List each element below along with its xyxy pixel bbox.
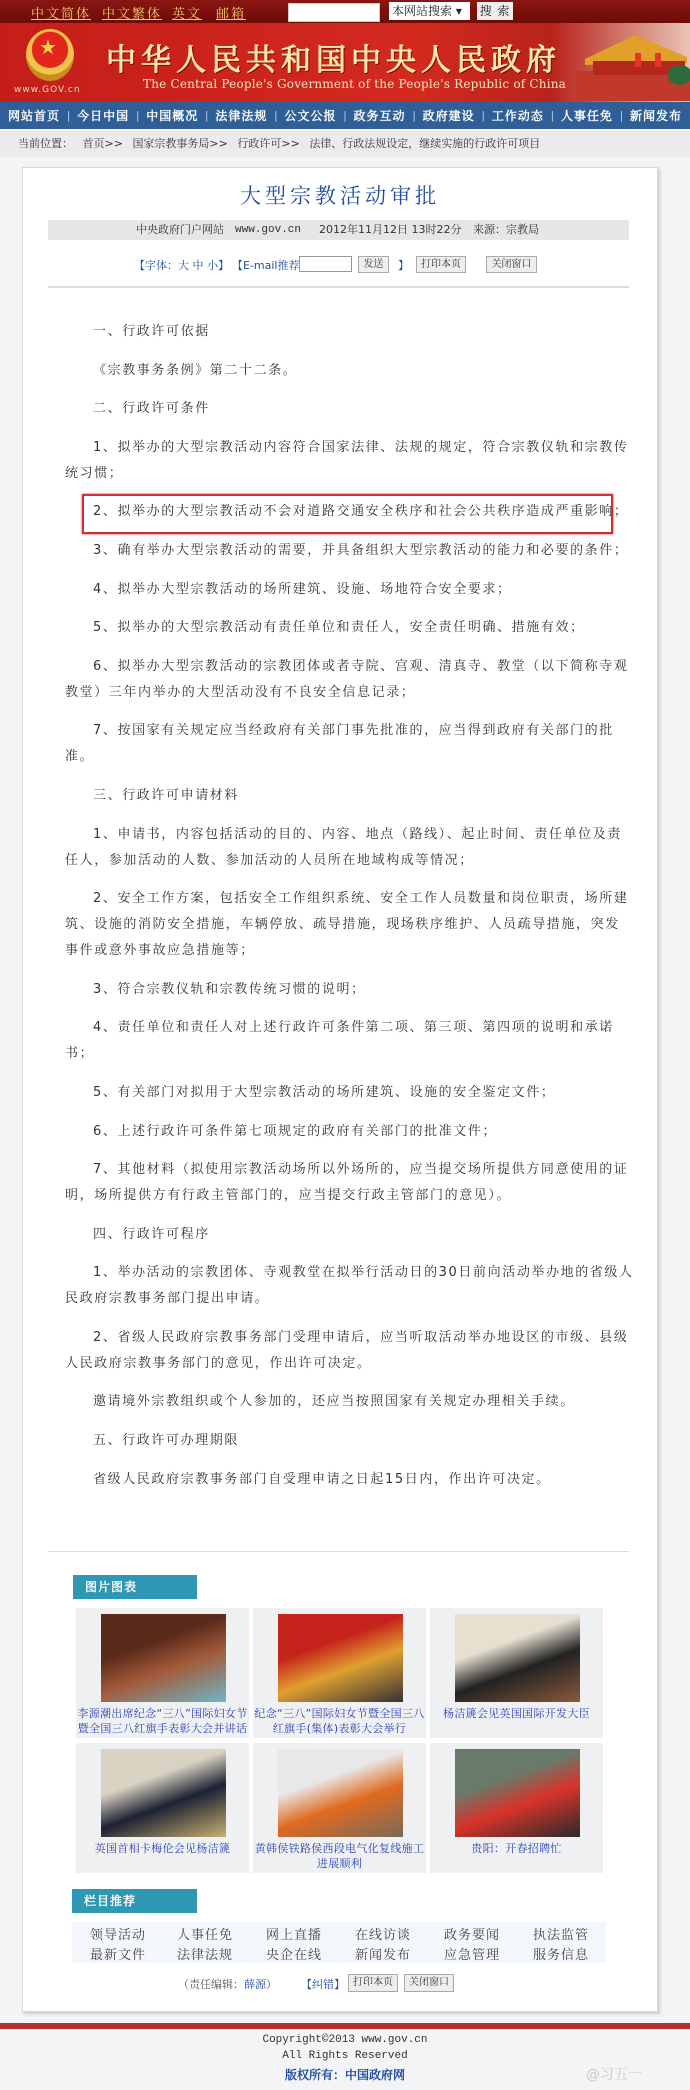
paragraph-line: 6、拟举办大型宗教活动的宗教团体或者寺院、宫观、清真寺、教堂（以下简称寺观	[93, 658, 629, 674]
picture-card[interactable]	[253, 1743, 426, 1873]
column-link[interactable]: 领导活动	[90, 1928, 147, 1943]
nav-separator: |	[550, 109, 555, 122]
paragraph-line: 事件或意外事故应急措施等；	[65, 943, 255, 959]
article-meta-bar	[48, 220, 629, 240]
banner-url: www.GOV.cn	[14, 85, 81, 95]
pictures-heading: 图片图表	[73, 1575, 197, 1599]
paragraph-line: 1、申请书，内容包括活动的目的、内容、地点（路线）、起止时间、责任单位及责	[93, 826, 622, 842]
picture-thumbnail[interactable]	[278, 1749, 403, 1837]
meta-source: 来源：宗教局	[473, 223, 539, 236]
article-paragraph	[65, 977, 625, 1003]
breadcrumb-home[interactable]: 首页>>	[82, 137, 123, 150]
editor-credit	[178, 1976, 277, 1992]
article-title: 大型宗教活动审批	[240, 184, 440, 208]
close-window-button-bottom[interactable]: 关闭窗口	[404, 1974, 454, 1992]
article-paragraph	[65, 1467, 625, 1493]
column-link[interactable]: 法律法规	[177, 1948, 234, 1963]
meta-site: 中央政府门户网站	[136, 223, 224, 236]
picture-caption[interactable]: 纪念“三八”国际妇女节暨全国三八红旗手(集体)表彰大会举行	[254, 1707, 425, 1735]
paragraph-line: 6、上述行政许可条件第七项规定的政府有关部门的批准文件；	[93, 1123, 498, 1139]
paragraph-line: 邀请境外宗教组织或个人参加的，还应当按照国家有关规定办理相关手续。	[93, 1394, 575, 1410]
star-icon: ★	[39, 35, 57, 59]
print-button[interactable]: 打印本页	[416, 256, 466, 273]
site-banner	[0, 23, 690, 102]
paragraph-line: 任人，参加活动的人数、参加活动的人员所在地域构成等情况；	[65, 852, 474, 868]
paragraph-line: 二、行政许可条件	[93, 401, 210, 417]
article-paragraph	[65, 538, 629, 564]
nav-item[interactable]: 新闻发布	[629, 109, 682, 123]
paragraph-line: 5、拟举办的大型宗教活动有责任单位和责任人，安全责任明确、措施有效；	[93, 620, 585, 636]
picture-thumbnail[interactable]	[455, 1614, 580, 1702]
paragraph-line: 1、举办活动的宗教团体、寺观教堂在拟举行活动日的30日前向活动举办地的省级人	[93, 1265, 634, 1281]
email-input[interactable]	[299, 256, 352, 272]
nav-item[interactable]: 政府建设	[422, 109, 475, 123]
paragraph-line: 统习惯；	[65, 465, 124, 481]
picture-thumbnail[interactable]	[455, 1749, 580, 1837]
column-link[interactable]: 应急管理	[444, 1948, 501, 1963]
picture-caption[interactable]: 英国首相卡梅伦会见杨洁篪	[94, 1842, 231, 1855]
article-paragraph	[65, 319, 625, 345]
search-button[interactable]: 搜 索	[477, 2, 513, 20]
picture-caption[interactable]: 李源潮出席纪念“三八”国际妇女节暨全国三八红旗手表彰大会并讲话	[77, 1707, 248, 1735]
nav-separator: |	[274, 109, 278, 122]
link-english[interactable]: 英文	[172, 7, 203, 22]
column-link[interactable]: 央企在线	[266, 1948, 323, 1963]
breadcrumb-admin-permit[interactable]: 行政许可>>	[237, 137, 300, 150]
divider	[48, 286, 629, 288]
paragraph-line: 教堂）三年内举办的大型活动没有不良安全信息记录；	[65, 684, 416, 700]
font-size-switch[interactable]: 【字体：大 中 小】	[134, 259, 229, 272]
bracket-close: 】	[398, 259, 409, 272]
nav-separator: |	[412, 109, 416, 122]
paragraph-line: 书；	[65, 1046, 95, 1062]
copyright-text: Copyright©2013 www.gov.cn	[262, 2034, 428, 2046]
picture-card[interactable]	[430, 1608, 603, 1738]
picture-caption[interactable]: 贵阳：开春招聘忙	[471, 1842, 562, 1855]
paragraph-line: 7、其他材料（拟使用宗教活动场所以外场所的，应当提交场所提供方同意使用的证	[93, 1162, 629, 1178]
nav-item[interactable]: 网站首页	[8, 109, 61, 123]
divider	[48, 1551, 629, 1552]
breadcrumb-label: 当前位置：	[18, 137, 73, 150]
article-paragraph	[65, 1260, 634, 1312]
picture-caption[interactable]: 杨洁篪会见英国国际开发大臣	[443, 1707, 590, 1720]
nav-item[interactable]: 中国概况	[146, 109, 199, 123]
print-button-bottom[interactable]: 打印本页	[348, 1974, 398, 1992]
article-tools	[0, 256, 690, 274]
link-mailbox[interactable]: 邮箱	[216, 7, 247, 22]
nav-separator: |	[204, 109, 209, 122]
article-paragraph	[65, 718, 625, 770]
nav-separator: |	[343, 109, 347, 122]
column-link[interactable]: 执法监管	[533, 1928, 590, 1943]
paragraph-line: 三、行政许可申请材料	[93, 787, 240, 803]
paragraph-line: 2、安全工作方案，包括安全工作组织系统、安全工作人员数量和岗位职责，场所建	[93, 891, 629, 907]
paragraph-line: 4、责任单位和责任人对上述行政许可条件第二项、第三项、第四项的说明和承诺	[93, 1020, 614, 1036]
highlighted-paragraph	[65, 499, 629, 525]
article-paragraph	[65, 1119, 625, 1145]
nav-item[interactable]: 今日中国	[77, 109, 130, 123]
paragraph-line: 7、按国家有关规定应当经政府有关部门事先批准的，应当得到政府有关部门的批	[93, 723, 614, 739]
article-paragraph	[65, 1428, 625, 1454]
paragraph-line: 3、确有举办大型宗教活动的需要，并具备组织大型宗教活动的能力和必要的条件；	[93, 542, 629, 558]
article-paragraph	[65, 615, 625, 641]
paragraph-line: 四、行政许可程序	[93, 1226, 210, 1242]
paragraph-line: 明，场所提供方有行政主管部门的，应当提交行政主管部门的意见）。	[65, 1188, 512, 1204]
nav-item[interactable]: 工作动态	[491, 109, 544, 123]
article-paragraph	[65, 886, 629, 964]
column-link[interactable]: 最新文件	[90, 1948, 147, 1963]
editor-prefix: （责任编辑：	[178, 1978, 244, 1991]
article-paragraph	[65, 1015, 625, 1067]
paragraph-line: 2、省级人民政府宗教事务部门受理申请后，应当听取活动举办地设区的市级、县级	[93, 1329, 629, 1345]
paragraph-line: 民政府宗教事务部门提出申请。	[65, 1291, 270, 1307]
paragraph-line: 3、符合宗教仪轨和宗教传统习惯的说明；	[93, 981, 366, 997]
close-window-button[interactable]: 关闭窗口	[486, 256, 537, 273]
paragraph-line: 1、拟举办的大型宗教活动内容符合国家法律、法规的规定，符合宗教仪轨和宗教传	[93, 439, 629, 455]
article-paragraph	[65, 822, 625, 874]
article-paragraph	[65, 1080, 625, 1106]
column-link[interactable]: 人事任免	[177, 1928, 234, 1943]
article-paragraph	[65, 1325, 629, 1377]
column-link[interactable]: 网上直播	[266, 1928, 323, 1943]
column-link[interactable]: 服务信息	[533, 1948, 590, 1963]
paragraph-line: 2、拟举办的大型宗教活动不会对道路交通安全秩序和社会公共秩序造成严重影响；	[93, 504, 629, 520]
editor-suffix: ）	[266, 1978, 277, 1991]
main-nav	[0, 102, 690, 129]
owner-text: 版权所有：中国政府网	[284, 2068, 405, 2082]
nav-separator: |	[66, 109, 71, 122]
meta-domain: www.gov.cn	[235, 224, 302, 236]
article-body	[65, 319, 634, 1505]
paragraph-line: 4、拟举办大型宗教活动的场所建筑、设施、场地符合安全要求；	[93, 581, 512, 597]
column-links	[72, 1922, 606, 1963]
article-paragraph	[65, 396, 625, 422]
picture-card[interactable]	[76, 1608, 249, 1738]
nav-item[interactable]: 人事任免	[560, 109, 613, 123]
picture-caption[interactable]: 黄韩侯铁路侯西段电气化复线施工进展顺利	[254, 1842, 425, 1870]
article-paragraph	[65, 435, 629, 487]
search-input[interactable]	[288, 3, 380, 22]
nav-item[interactable]: 政务互动	[353, 109, 406, 123]
picture-thumbnail[interactable]	[278, 1614, 403, 1702]
article-paragraph	[65, 1389, 625, 1415]
picture-card[interactable]	[430, 1743, 603, 1873]
column-link[interactable]: 新闻发布	[355, 1948, 412, 1963]
meta-date: 2012年11月12日 13时22分	[319, 223, 462, 236]
column-link[interactable]: 政务要闻	[444, 1928, 501, 1943]
picture-card[interactable]	[253, 1608, 426, 1738]
paragraph-line: 5、有关部门对拟用于大型宗教活动的场所建筑、设施的安全鉴定文件；	[93, 1084, 556, 1100]
editor-name: 薛源	[244, 1978, 266, 1991]
breadcrumb-religious-affairs[interactable]: 国家宗教事务局>>	[132, 137, 228, 150]
picture-thumbnail[interactable]	[101, 1749, 226, 1837]
column-link[interactable]: 在线访谈	[355, 1928, 412, 1943]
nav-item[interactable]: 公文公报	[284, 109, 337, 123]
rights-text: All Rights Reserved	[282, 2050, 408, 2062]
nav-separator: |	[619, 109, 624, 122]
article-paragraph	[65, 577, 625, 603]
breadcrumb-current[interactable]: 法律、行政法规设定，继续实施的行政许可项目	[309, 137, 541, 150]
paragraph-line: 省级人民政府宗教事务部门自受理申请之日起15日内，作出许可决定。	[93, 1471, 551, 1487]
article-paragraph	[65, 1157, 629, 1209]
site-subtitle: The Central People's Government of the People's Republic of China	[143, 77, 567, 91]
paragraph-line: 《宗教事务条例》第二十二条。	[93, 362, 298, 378]
breadcrumb	[0, 131, 690, 157]
nav-separator: |	[481, 109, 486, 122]
weibo-watermark: @习五一	[586, 2067, 642, 2083]
picture-thumbnail[interactable]	[101, 1614, 226, 1702]
top-utility-bar	[0, 0, 690, 23]
picture-card[interactable]	[76, 1743, 249, 1873]
site-title: 中华人民共和国中央人民政府	[106, 43, 561, 78]
nav-separator: |	[135, 109, 140, 122]
report-error-link[interactable]: 【纠错】	[301, 1978, 345, 1991]
link-simplified-chinese[interactable]: 中文简体	[31, 7, 92, 22]
paragraph-line: 五、行政许可办理期限	[93, 1433, 240, 1449]
article-paragraph	[65, 783, 625, 809]
link-traditional-chinese[interactable]: 中文繁体	[102, 7, 163, 22]
article-paragraph	[65, 1222, 625, 1248]
paragraph-line: 筑、设施的消防安全措施，车辆停放、疏导措施，现场秩序维护、人员疏导措施，突发	[65, 917, 620, 933]
article-paragraph	[65, 654, 629, 706]
email-recommend-label: 【E-mail推荐	[232, 259, 300, 272]
paragraph-line: 人民政府宗教事务部门的意见，作出许可决定。	[65, 1355, 372, 1371]
tiananmen-gate-icon	[575, 31, 690, 101]
search-scope-select[interactable]: 本网站搜索 ▾	[389, 2, 470, 20]
footer-divider	[0, 2023, 690, 2029]
paragraph-line: 一、行政许可依据	[93, 324, 210, 339]
columns-heading: 栏目推荐	[72, 1889, 197, 1913]
nav-item[interactable]: 法律法规	[215, 109, 268, 123]
article-paragraph	[65, 358, 625, 384]
paragraph-line: 准。	[65, 749, 95, 765]
send-button[interactable]: 发送	[358, 256, 389, 273]
